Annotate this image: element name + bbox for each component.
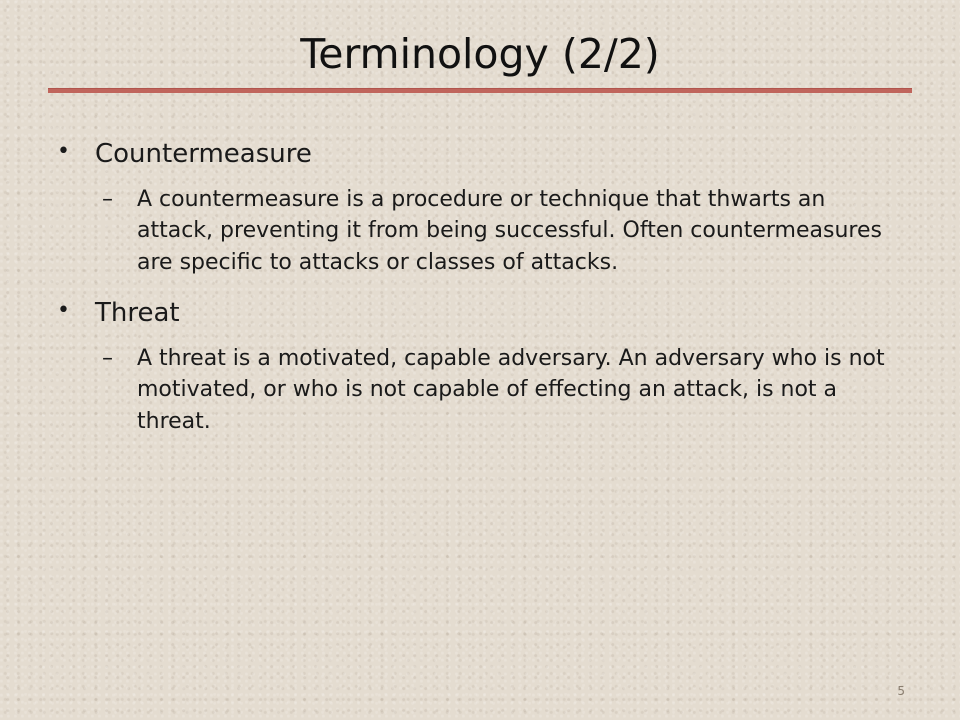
sub-bullet-text: A countermeasure is a procedure or technique that thwarts an attack, preventing it from being successful. Often countermeasures are specific to attacks or classes of attacks. (137, 186, 882, 276)
bullet-label: Threat (95, 297, 180, 328)
title-divider (48, 88, 912, 93)
bullet-countermeasure (57, 138, 907, 172)
sub-bullet-text: A threat is a motivated, capable adversary. An adversary who is not motivated, or who is not capable of effecting an attack, is not a threat. (137, 345, 885, 434)
dash-icon: – (102, 345, 113, 371)
bullet-dot-icon: • (57, 297, 70, 323)
bullet-threat (57, 297, 907, 331)
dash-icon: – (102, 186, 113, 212)
bullet-dot-icon: • (57, 139, 70, 164)
slide-content (57, 138, 907, 456)
page-number: 5 (897, 684, 905, 698)
slide-title: Terminology (2/2) (300, 30, 660, 78)
sub-bullet-threat (57, 343, 907, 438)
sub-bullet-countermeasure (57, 184, 907, 279)
bullet-label: Countermeasure (95, 139, 312, 169)
